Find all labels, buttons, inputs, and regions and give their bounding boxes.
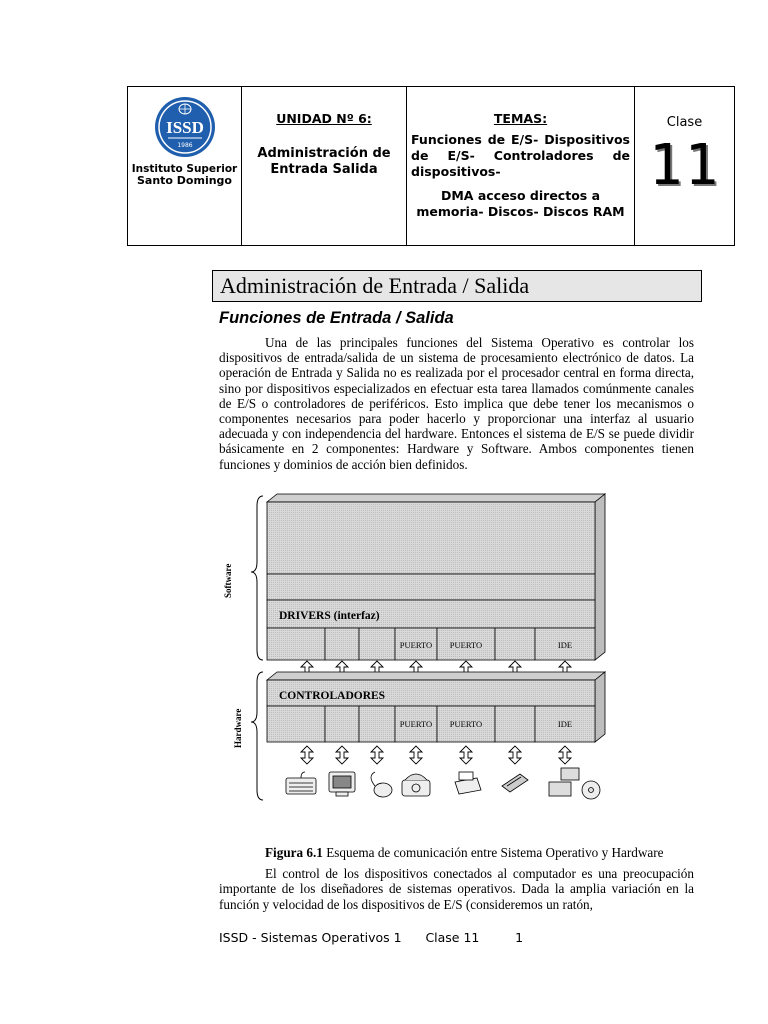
- unit-title: UNIDAD Nº 6:: [276, 111, 372, 126]
- logo-year: 1986: [176, 142, 193, 149]
- page-footer: [219, 930, 523, 945]
- issd-logo-icon: [153, 95, 217, 159]
- controllers-ide: IDE: [557, 719, 573, 729]
- os-layer-top: [267, 502, 595, 574]
- drivers-ide: IDE: [557, 640, 573, 650]
- disks-icon: [549, 768, 600, 799]
- bus-arrows-bottom: [301, 746, 571, 764]
- logo-text: ISSD: [165, 118, 204, 137]
- drivers-puerto-2: PUERTO: [449, 640, 483, 650]
- clase-cell: [635, 87, 734, 245]
- phone-icon: [402, 774, 430, 796]
- card-icon: [502, 774, 528, 792]
- temas-title: TEMAS:: [493, 111, 548, 126]
- clase-label: Clase: [666, 115, 703, 130]
- footer-course: ISSD - Sistemas Operativos 1: [219, 930, 402, 945]
- section-title: Administración de Entrada / Salida: [212, 270, 702, 302]
- clase-number: 11: [648, 133, 721, 198]
- hardware-brace: [251, 672, 263, 800]
- logo-caption-2: Santo Domingo: [136, 174, 232, 187]
- temas-line-2: DMA acceso directos a memoria- Discos- Discos RAM: [416, 188, 625, 219]
- temas-line-1: Funciones de E/S- Dispositivos de E/S- Controladores de dispositivos-: [411, 132, 630, 179]
- paragraph-2: El control de los dispositivos conectados al computador es una preocupación importante de los diseñadores de sistemas operativos. Dada la amplia variación en la función y velocidad de los dispositivos de E/S (consideremos un ratón,: [219, 866, 694, 912]
- keyboard-icon: [286, 772, 316, 794]
- logo-cell: [128, 87, 242, 245]
- software-label: Software: [223, 563, 233, 598]
- controllers-puerto-2: PUERTO: [449, 719, 483, 729]
- header-table: [127, 86, 735, 246]
- paragraph-1: Una de las principales funciones del Sistema Operativo es controlar los dispositivos de entrada/salida de un sistema de procesamiento electrónico de datos. La operación de Entrada y Salida no es realizada por el procesador central en forma directa, sino por dispositivos especializados en efectuar esta tarea llamados comúnmente canales de E/S o controladores de periféricos. Esto implica que debe tener los mecanismos o componentes necesarios para poder hacerlo y proporcionar una interfaz al usuario adecuada y con independencia del hardware. Entonces el sistema de E/S se puede dividir básicamente en 2 componentes: Hardware y Software. Ambos componentes tienen funciones y dominios de acción bien definidos.: [219, 335, 694, 472]
- temas-cell: [407, 87, 635, 245]
- caption-label: Figura 6.1: [265, 845, 323, 860]
- controllers-puerto-1: PUERTO: [399, 719, 433, 729]
- io-diagram: [215, 490, 615, 810]
- footer-page: 1: [515, 930, 524, 945]
- unit-sub-1: Administración de: [257, 146, 391, 161]
- footer-clase: Clase 11: [425, 930, 480, 945]
- unit-sub-2: Entrada Salida: [270, 162, 378, 177]
- monitor-icon: [329, 772, 355, 796]
- drivers-puerto-1: PUERTO: [399, 640, 433, 650]
- mouse-icon: [371, 772, 392, 797]
- controladores-label: CONTROLADORES: [279, 690, 386, 702]
- caption-text: Esquema de comunicación entre Sistema Operativo y Hardware: [322, 845, 664, 860]
- software-brace: [251, 496, 263, 660]
- unit-cell: [242, 87, 407, 245]
- os-layer-mid: [267, 574, 595, 600]
- hardware-label: Hardware: [233, 708, 243, 748]
- subheading: Funciones de Entrada / Salida: [219, 309, 454, 327]
- printer-icon: [455, 772, 481, 794]
- figure-caption: [219, 845, 694, 861]
- drivers-label: DRIVERS (interfaz): [279, 610, 380, 622]
- logo-caption-1: Instituto Superior: [131, 163, 238, 175]
